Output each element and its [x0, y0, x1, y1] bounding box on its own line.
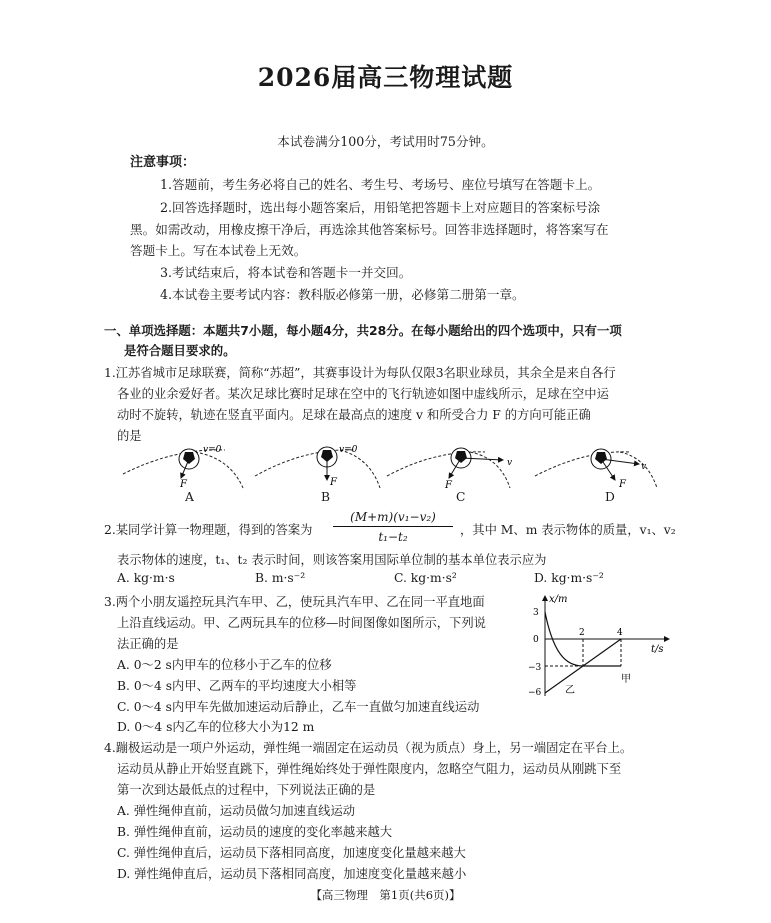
x-tick: 2 [579, 628, 585, 638]
q3-line: 法正确的是 [117, 637, 179, 651]
q3-line: 上沿直线运动。甲、乙两玩具车的位移—时间图像如图所示，下列说 [117, 616, 486, 630]
figure-b [255, 445, 380, 488]
series-label-yi: 乙 [565, 685, 575, 696]
q4-line: 4.蹦极运动是一项户外运动，弹性绳一端固定在运动员（视为质点）身上，另一端固定在平台上。 [104, 741, 633, 755]
formula-numerator: (M+m)(v₁−v₂) [350, 510, 436, 524]
q4-option-c: C. 弹性绳伸直后，运动员下落相同高度，加速度变化量越来越大 [117, 846, 466, 860]
q2-option-b: B. m·s⁻² [255, 571, 306, 585]
note-line: 答题卡上。写在本试卷上无效。 [130, 243, 307, 258]
q2-line-pre: 2.某同学计算一物理题，得到的答案为 [104, 523, 313, 537]
note-line: 黑。如需改动，用橡皮擦干净后，再选涂其他答案标号。回答非选择题时，将答案写在 [130, 222, 609, 237]
v-label: v [507, 458, 513, 468]
force-label: F [330, 477, 337, 488]
q3-xt-graph [525, 590, 673, 702]
y-tick: −3 [528, 663, 542, 673]
y-tick: 3 [533, 608, 539, 618]
y-tick: −6 [528, 688, 542, 698]
v-label: v [641, 462, 647, 472]
note-line: 3.考试结束后，将本试卷和答题卡一并交回。 [160, 265, 412, 280]
q4-line: 运动员从静止开始竖直跳下，弹性绳始终处于弹性限度内，忽略空气阻力，运动员从刚跳下至 [117, 762, 622, 776]
q1-line: 的是 [117, 429, 142, 443]
q3-option-b: B. 0～4 s内甲、乙两车的平均速度大小相等 [117, 679, 357, 693]
q1-figures [115, 438, 675, 510]
page-footer: 【高三物理 第1页(共6页)】 [310, 888, 461, 902]
q1-line: 各业的业余爱好者。某次足球比赛时足球在空中的飞行轨迹如图中虚线所示，足球在空中运 [117, 387, 609, 401]
q3-option-c: C. 0～4 s内甲车先做加速运动后静止，乙车一直做匀加速直线运动 [117, 700, 480, 714]
figure-label-b: B [321, 490, 331, 504]
series-label-jia: 甲 [621, 674, 631, 685]
note-line: 1.答题前，考生务必将自己的姓名、考生号、考场号、座位号填写在答题卡上。 [160, 177, 601, 192]
y-tick: 0 [533, 635, 539, 645]
q1-line: 1.江苏省城市足球联赛，简称“苏超”，其赛事设计为每队仅限3名职业球员，其余全是来自各行 [104, 366, 616, 380]
page-title: 2026届高三物理试题 [257, 63, 514, 92]
note-line: 2.回答选择题时，选出每小题答案后，用铅笔把答题卡上对应题目的答案标号涂 [160, 200, 601, 215]
q3-option-a: A. 0～2 s内甲车的位移小于乙车的位移 [117, 658, 332, 672]
figure-c [387, 448, 512, 491]
q4-option-d: D. 弹性绳伸直后，运动员下落相同高度，加速度变化量越来越小 [117, 867, 467, 881]
figure-a [123, 445, 243, 490]
q3-option-d: D. 0～4 s内乙车的位移大小为12 m [117, 720, 315, 734]
figure-label-a: A [185, 490, 194, 504]
exam-info: 本试卷满分100分，考试用时75分钟。 [277, 134, 494, 149]
force-label: F [619, 479, 626, 490]
figure-d [535, 449, 657, 490]
force-label: F [445, 480, 452, 491]
y-axis-label: x/m [549, 594, 568, 605]
q3-line: 3.两个小朋友遥控玩具汽车甲、乙，使玩具汽车甲、乙在同一平直地面 [104, 595, 485, 609]
q2-option-a: A. kg·m·s [117, 571, 175, 585]
q2-line: 表示物体的速度，t₁、t₂ 表示时间，则该答案用国际单位制的基本单位表示应为 [117, 553, 547, 567]
section-heading: 一、单项选择题：本题共7小题，每小题4分，共28分。在每小题给出的四个选项中，只有一项 [104, 323, 622, 338]
fraction-bar [333, 526, 453, 527]
figure-label-d: D [605, 490, 615, 504]
force-label: F [180, 479, 187, 490]
q4-option-a: A. 弹性绳伸直前，运动员做匀加速直线运动 [117, 804, 356, 818]
note-line: 4.本试卷主要考试内容：教科版必修第一册，必修第二册第一章。 [160, 287, 525, 302]
q2-line-post: ，其中 M、m 表示物体的质量，v₁、v₂ [460, 523, 676, 537]
q2-option-d: D. kg·m·s⁻² [534, 571, 604, 585]
x-tick: 4 [617, 628, 623, 638]
q4-option-b: B. 弹性绳伸直前，运动员的速度的变化率越来越大 [117, 825, 393, 839]
formula-denominator: t₁−t₂ [378, 530, 408, 544]
v-zero-label: v=0 [339, 445, 358, 455]
notes-heading: 注意事项： [130, 155, 196, 170]
section-heading-cont: 是符合题目要求的。 [124, 343, 236, 358]
x-axis-label: t/s [651, 644, 664, 655]
q1-line: 动时不旋转，轨迹在竖直平面内。足球在最高点的速度 v 和所受合力 F 的方向可能正确 [117, 408, 591, 422]
q2-option-c: C. kg·m·s² [394, 571, 457, 585]
q4-line: 第一次到达最低点的过程中，下列说法正确的是 [117, 783, 376, 797]
v-zero-label: v=0 [203, 445, 222, 455]
figure-label-c: C [456, 490, 466, 504]
